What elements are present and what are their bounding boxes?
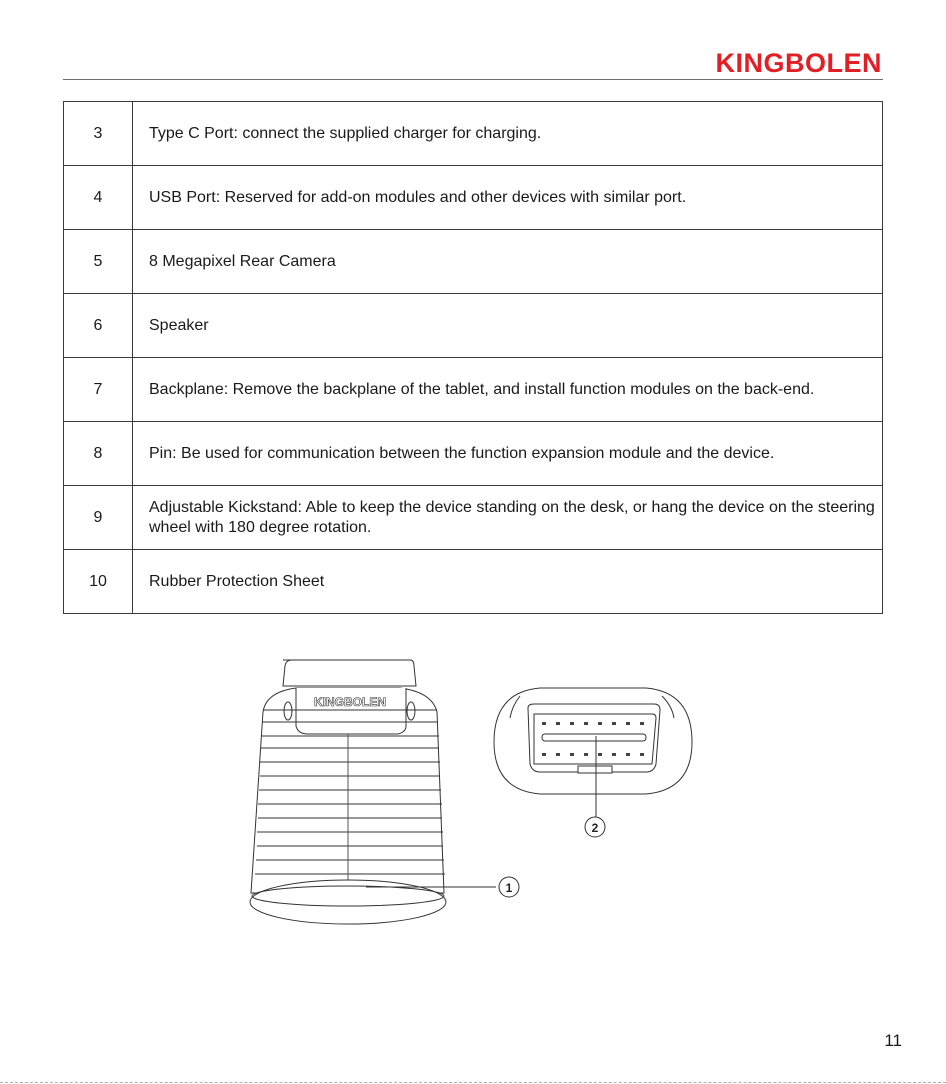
device-figure xyxy=(0,640,946,940)
bottom-rule xyxy=(0,1082,946,1083)
table-row xyxy=(64,166,883,230)
row-description: Backplane: Remove the backplane of the tablet, and install function modules on the back-end. xyxy=(133,358,883,422)
row-number: 4 xyxy=(64,166,133,230)
table-row xyxy=(64,294,883,358)
callout-1-label: 1 xyxy=(505,881,513,895)
table-row xyxy=(64,358,883,422)
table-row xyxy=(64,422,883,486)
row-description: Adjustable Kickstand: Able to keep the device standing on the desk, or hang the device on the steering wheel with 180 degree rotation. xyxy=(133,486,883,550)
callout-2-label: 2 xyxy=(591,821,599,835)
row-number: 9 xyxy=(64,486,133,550)
brand-logo: KINGBOLEN xyxy=(715,48,882,78)
row-number: 8 xyxy=(64,422,133,486)
row-description: Rubber Protection Sheet xyxy=(133,550,883,614)
row-number: 3 xyxy=(64,102,133,166)
obd-connector-front-view xyxy=(494,688,692,818)
row-number: 10 xyxy=(64,550,133,614)
row-number: 7 xyxy=(64,358,133,422)
table-row xyxy=(64,550,883,614)
page-number: 11 xyxy=(884,1031,902,1050)
device-brand-label: KINGBOLEN xyxy=(314,695,386,709)
table-row xyxy=(64,486,883,550)
table-row xyxy=(64,102,883,166)
row-number: 6 xyxy=(64,294,133,358)
row-description: Type C Port: connect the supplied charger for charging. xyxy=(133,102,883,166)
spec-table xyxy=(63,101,883,614)
device-illustration xyxy=(0,640,946,940)
row-description: USB Port: Reserved for add-on modules and other devices with similar port. xyxy=(133,166,883,230)
row-description: 8 Megapixel Rear Camera xyxy=(133,230,883,294)
header-rule xyxy=(63,79,883,80)
table-row xyxy=(64,230,883,294)
row-description: Speaker xyxy=(133,294,883,358)
row-description: Pin: Be used for communication between the function expansion module and the device. xyxy=(133,422,883,486)
row-number: 5 xyxy=(64,230,133,294)
